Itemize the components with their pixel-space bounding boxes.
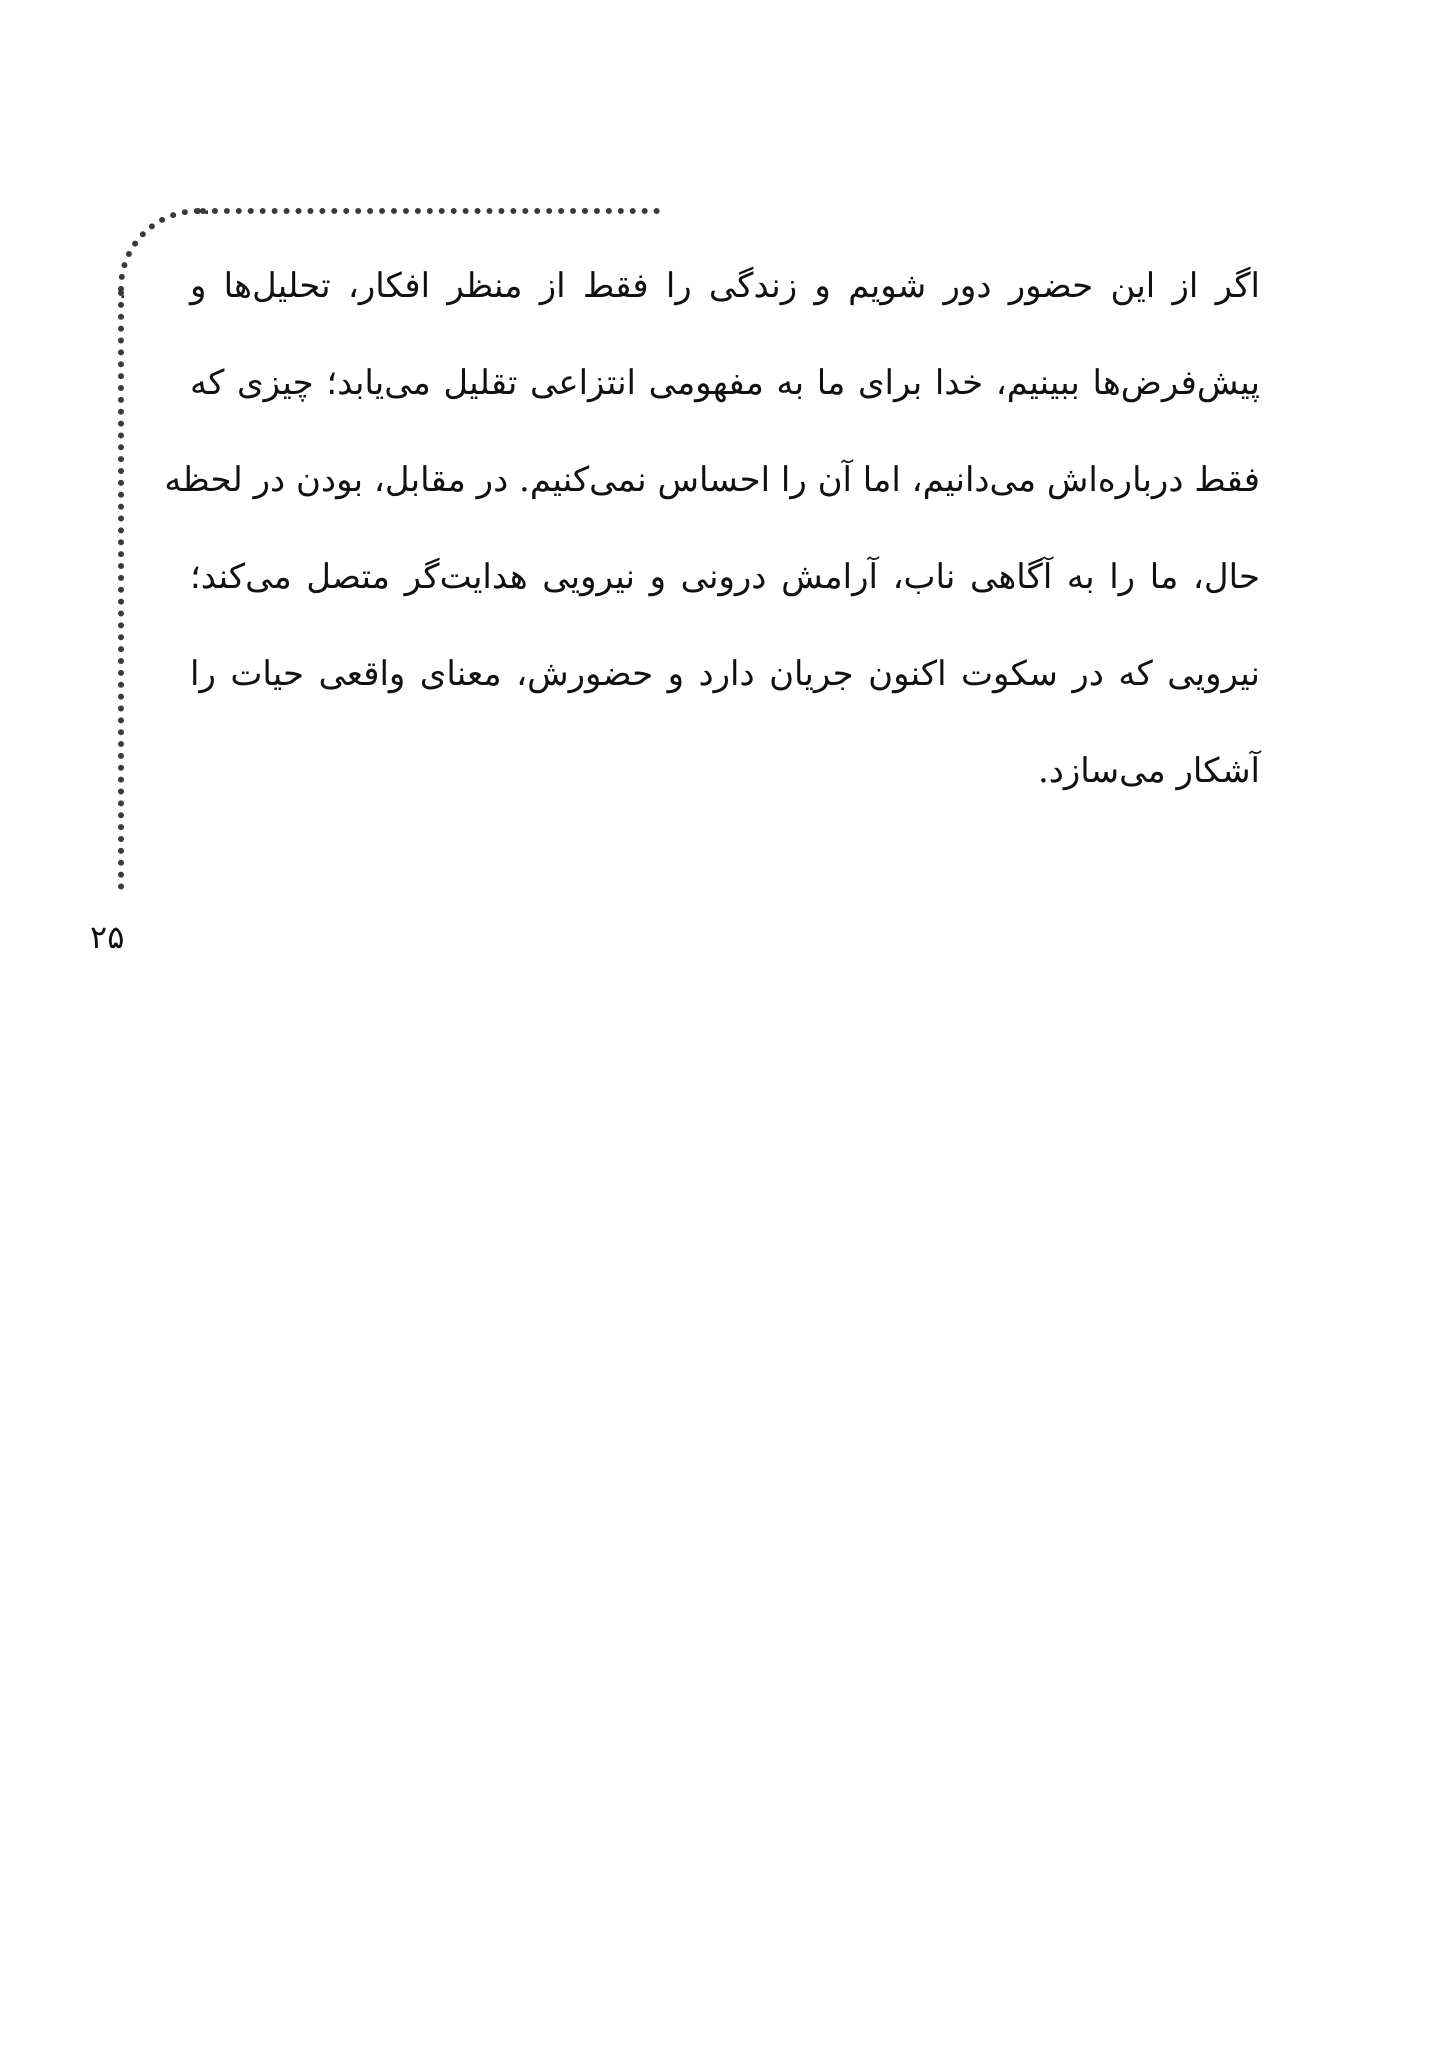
dotted-frame-top-rule <box>200 208 660 214</box>
page-number: ۲۵ <box>90 918 125 956</box>
paragraph-line: حال، ما را به آگاهی ناب، آرامش درونی و نیرویی هدایت‌گر متصل می‌کند؛ <box>190 557 1260 597</box>
body-paragraph <box>164 238 1260 820</box>
paragraph-line: پیش‌فرض‌ها ببینیم، خدا برای ما به مفهومی انتزاعی تقلیل می‌یابد؛ چیزی که <box>190 363 1260 403</box>
paragraph-line: فقط درباره‌اش می‌دانیم، اما آن را احساس نمی‌کنیم. در مقابل، بودن در لحظه <box>164 460 1260 500</box>
paragraph-line: اگر از این حضور دور شویم و زندگی را فقط از منظر افکار، تحلیل‌ها و <box>190 266 1260 306</box>
dotted-frame-left-rule <box>118 290 124 890</box>
paragraph-line: نیرویی که در سکوت اکنون جریان دارد و حضورش، معنای واقعی حیات را <box>190 654 1260 694</box>
paragraph-line: آشکار می‌سازد. <box>1037 751 1260 791</box>
